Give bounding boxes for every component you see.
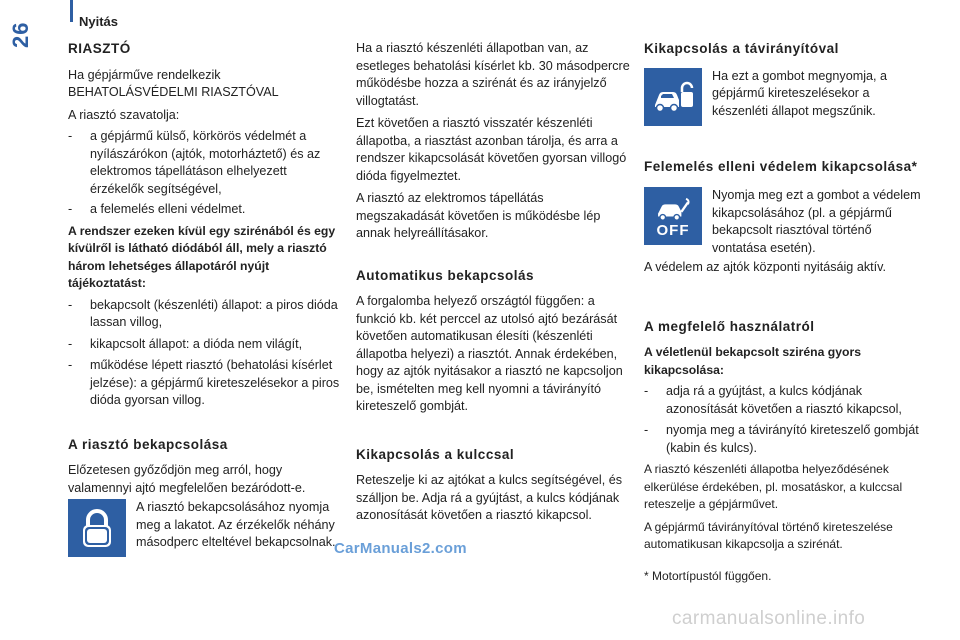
intro-paragraph: Ha gépjárműve rendelkezik BEHATOLÁSVÉDELMI RIASZTÓVAL: [68, 67, 279, 99]
use-bold: A véletlenül bekapcsolt sziréna gyors kikapcsolása:: [644, 345, 861, 377]
list-item: - adja rá a gyújtást, a kulcs kódjának azonosítását követően a riasztó kikapcsol,: [644, 383, 924, 418]
use-paragraph-wash: A riasztó készenléti állapotba helyeződésének elkerülése érdekében, pl. mosatáskor, a kulccsal reteszelje a gépjárművet.: [644, 462, 903, 511]
list-item: - nyomja meg a távirányító kireteszelő gombját (kabin és kulcs).: [644, 422, 924, 457]
arming-instruction: [68, 499, 344, 557]
page-number: [6, 20, 36, 60]
guarantee-list: [68, 128, 344, 219]
section-title-lift: Felemelés elleni védelem kikapcsolása*: [644, 158, 918, 174]
list-item: - a felemelés elleni védelmet.: [68, 201, 344, 219]
footnote: * Motortípustól függően.: [644, 568, 772, 583]
car-unlock-icon: [644, 68, 702, 126]
watermark-carmanualsonline: carmanualsonline.info: [672, 608, 866, 629]
padlock-icon: [68, 499, 126, 557]
list-item: - kikapcsolt állapot: a dióda nem világít,: [68, 336, 344, 354]
off-label: OFF: [656, 221, 690, 239]
key-paragraph: Reteszelje ki az ajtókat a kulcs segítségével, és szálljon be. Adja rá a gyújtást, a kulcs kódjának azonosítását követően a riasztó kikapcsol.: [356, 473, 622, 522]
section-title-use: A megfelelő használatról: [644, 318, 815, 334]
margin-accent-bar: [70, 0, 73, 22]
column-left: [68, 40, 344, 557]
memory-paragraph: Ezt követően a riasztó visszatér készenléti állapotba, a riasztást azonban tárolja, és arra a rendszer kikapcsolását követően gyorsan villogó dióda figyelmeztet.: [356, 116, 627, 183]
page-number-text: 26: [8, 21, 33, 48]
status-list: [68, 297, 344, 410]
auto-paragraph: A forgalomba helyező országtól függően: a funkció kb. két perccel az utolsó ajtó bezárását követően automatikusan élesíti (készenléti állapotba helyezi) a riasztót. Annak érdekében, hogy az ajtók nyitásakor a riasztó ne kapcsoljon be, ismételten meg kell nyomni a távirányító kireteszelő gombját.: [356, 294, 623, 413]
list-item: - a gépjármű külső, körkörös védelmét a nyílászárókon (ajtók, motorháztető) és az elektromos tápellátáson elhelyezett érzékelők segítségével,: [68, 128, 344, 198]
section-title-alarm: RIASZTÓ: [68, 41, 131, 56]
arming-icon-text: A riasztó bekapcsolásához nyomja meg a lakatot. Az érzékelők néhány másodperc elteltével bekapcsolnak.: [136, 500, 336, 549]
remote-icon-text: Ha ezt a gombot megnyomja, a gépjármű kireteszelésekor a készenléti állapot megszűnik.: [712, 68, 888, 118]
use-list: [644, 383, 924, 457]
lift-icon-text: Nyomja meg ezt a gombot a védelem kikapcsolásához (pl. a gépjármű bekapcsolt riasztóval történő vontatása esetén).: [712, 188, 921, 255]
use-paragraph-remote: A gépjármű távirányítóval történő kireteszelése automatikusan kikapcsolja a szirénát.: [644, 519, 893, 551]
list-item: - működése lépett riasztó (behatolási kísérlet jelzése): a gépjármű kireteszelésekor a piros dióda gyorsan villog.: [68, 357, 344, 410]
list-item: - bekapcsolt (készenléti) állapot: a piros dióda lassan villog,: [68, 297, 344, 332]
lift-instruction: [644, 187, 924, 257]
column-right: [644, 40, 924, 585]
running-head: Nyitás: [79, 14, 119, 29]
system-description: A rendszer ezeken kívül egy szirénából és egy kívülről is látható diódából áll, mely a riasztó három lehetséges állapotáról nyújt tájékoztatást:: [68, 223, 336, 290]
watermark-carmanuals2: CarManuals2.com: [334, 540, 467, 557]
arming-paragraph: Előzetesen győződjön meg arról, hogy valamennyi ajtó megfelelően bezáródott-e.: [68, 463, 306, 495]
section-title-arming: A riasztó bekapcsolása: [68, 436, 228, 452]
tow-off-icon: [644, 187, 702, 245]
column-middle: [356, 40, 634, 525]
standby-paragraph: Ha a riasztó készenléti állapotban van, az esetleges behatolási kísérlet kb. 30 másodpercre működésbe hozza a szirénát és az irányjelző villogtatást.: [356, 41, 630, 108]
intro-guarantees: A riasztó szavatolja:: [68, 107, 180, 122]
power-paragraph: A riasztó az elektromos tápellátás megszakadását követően is működésbe lép annak helyreállításakor.: [356, 191, 601, 240]
lift-paragraph: A védelem az ajtók központi nyitásáig aktív.: [644, 260, 886, 274]
remote-instruction: [644, 68, 924, 126]
section-title-remote: Kikapcsolás a távirányítóval: [644, 41, 839, 56]
section-title-key: Kikapcsolás a kulccsal: [356, 446, 515, 462]
section-title-auto: Automatikus bekapcsolás: [356, 267, 535, 283]
